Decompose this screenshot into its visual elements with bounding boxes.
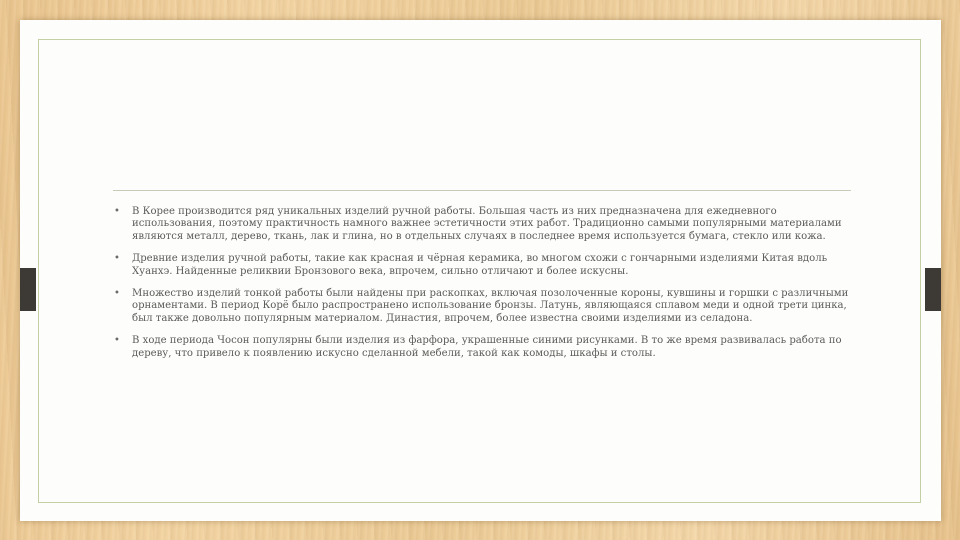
bullet-list xyxy=(112,206,852,370)
bullet-text-2: Древние изделия ручной работы, такие как красная и чёрная керамика, во многом схожи с гончарными изделиями Китая вдоль Хуанхэ. Найденные реликвии Бронзового века, впрочем, сильно отличают и более искусны. xyxy=(132,253,828,277)
bullet-item-2 xyxy=(112,253,852,278)
right-side-tab xyxy=(925,268,941,311)
bullet-item-4 xyxy=(112,335,852,360)
bullet-dot-icon: • xyxy=(114,288,120,300)
bullet-text-1: В Корее производится ряд уникальных изделий ручной работы. Большая часть из них предназначена для ежедневного использования, поэтому практичность намного важнее эстетичности этих работ. Традиционно самыми популярными материалами являются металл, дерево, ткань, лак и глина, но в отдельных случаях в последнее время используется бумага, стекло или кожа. xyxy=(132,206,842,242)
bullet-item-3 xyxy=(112,288,852,325)
title-divider-line xyxy=(113,190,851,191)
left-side-tab xyxy=(20,268,36,311)
bullet-dot-icon: • xyxy=(114,253,120,265)
bullet-text-3: Множество изделий тонкой работы были найдены при раскопках, включая позолоченные короны, кувшины и горшки с различными орнаментами. В период Корё было распространено использование бронзы. Латунь, являющаяся сплавом меди и одной трети цинка, был также довольно популярным материалом. Династия, впрочем, более известна своими изделиями из селадона. xyxy=(132,288,849,324)
bullet-dot-icon: • xyxy=(114,335,120,347)
bullet-item-1 xyxy=(112,206,852,243)
bullet-dot-icon: • xyxy=(114,206,120,217)
bullet-text-4: В ходе периода Чосон популярны были изделия из фарфора, украшенные синими рисунками. В то же время развивалась работа по дереву, что привело к появлению искусно сделанной мебели, такой как комоды, шкафы и столы. xyxy=(132,335,842,359)
